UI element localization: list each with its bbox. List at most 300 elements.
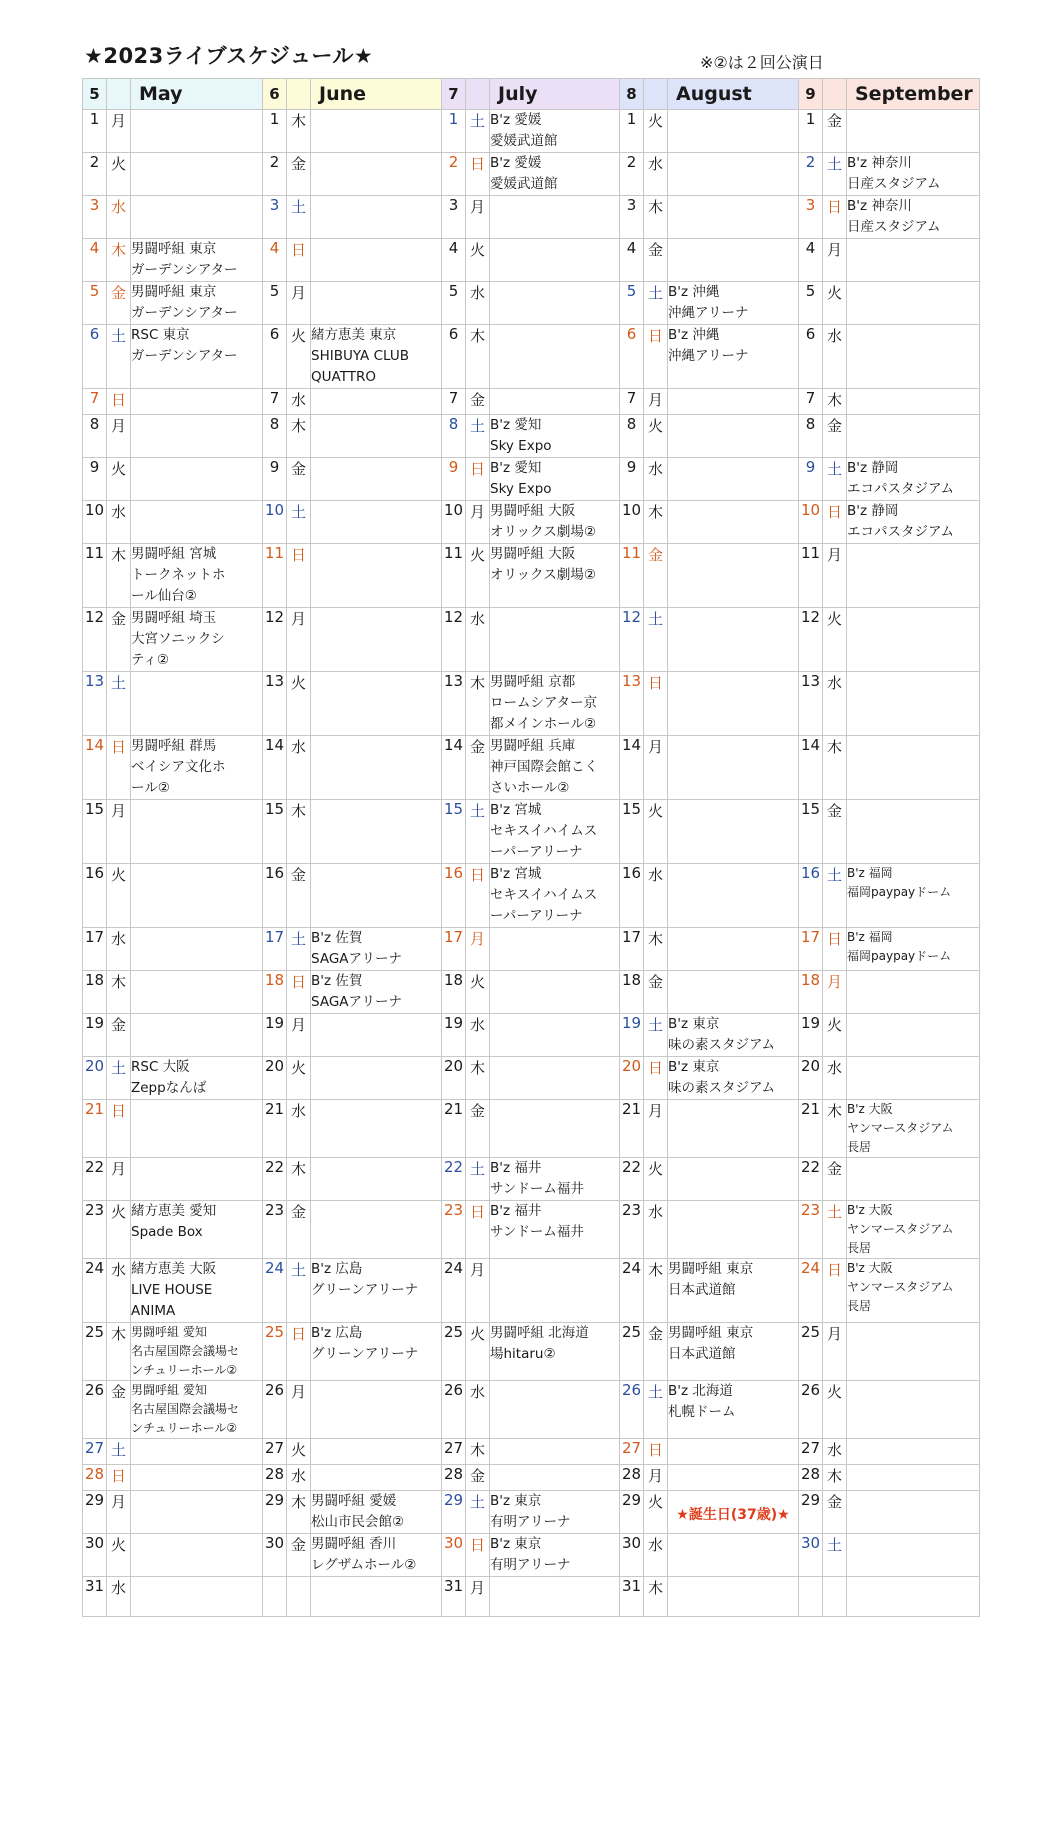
- event-line: RSC 大阪: [131, 1059, 190, 1075]
- day-number: 29: [620, 1491, 644, 1534]
- day-number: 27: [799, 1439, 823, 1465]
- event-cell: [131, 196, 263, 239]
- weekday: 土: [466, 800, 490, 864]
- day-number: 1: [83, 110, 107, 153]
- event-cell: [490, 1323, 620, 1381]
- event-line: B'z 福岡: [847, 866, 893, 880]
- weekday: 月: [644, 1100, 668, 1158]
- event-cell: [490, 282, 620, 325]
- weekday: 火: [823, 608, 847, 672]
- event-line: RSC 東京: [131, 327, 190, 343]
- event-line: サンドーム福井: [490, 1181, 584, 1197]
- weekday: 火: [466, 971, 490, 1014]
- event-cell: [847, 501, 980, 544]
- day-number: 7: [83, 389, 107, 415]
- event-line: 大宮ソニックシ: [131, 631, 225, 647]
- event-cell: [847, 415, 980, 458]
- event-cell: [668, 458, 799, 501]
- weekday: 金: [107, 608, 131, 672]
- event-line: 男闘呼組 大阪: [490, 546, 576, 562]
- event-line: 緒方恵美 東京: [311, 327, 397, 343]
- day-number: 19: [442, 1014, 466, 1057]
- event-cell: [847, 1259, 980, 1323]
- event-cell: [847, 1100, 980, 1158]
- month-number: 8: [620, 79, 644, 110]
- event-cell: [311, 458, 442, 501]
- event-line: オリックス劇場②: [490, 524, 596, 540]
- day-number: 15: [442, 800, 466, 864]
- day-number: 13: [799, 672, 823, 736]
- event-line: 男闘呼組 東京: [668, 1325, 754, 1341]
- event-cell: [668, 1381, 799, 1439]
- weekday: 日: [644, 672, 668, 736]
- event-cell: [311, 736, 442, 800]
- weekday: 火: [287, 325, 311, 389]
- weekday: 金: [823, 415, 847, 458]
- event-line: B'z 沖縄: [668, 327, 720, 343]
- event-cell: [847, 1439, 980, 1465]
- day-row: [83, 1465, 980, 1491]
- event-line: 有明アリーナ: [490, 1557, 571, 1573]
- event-cell: [847, 1577, 980, 1617]
- weekday: 火: [107, 458, 131, 501]
- event-cell: [490, 501, 620, 544]
- weekday: 日: [287, 544, 311, 608]
- day-number: 4: [799, 239, 823, 282]
- event-line: 名古屋国際会議場セ: [131, 1402, 240, 1416]
- day-row: [83, 800, 980, 864]
- event-cell: [311, 325, 442, 389]
- event-cell: [311, 608, 442, 672]
- event-line: B'z 佐賀: [311, 930, 363, 946]
- day-number: 9: [263, 458, 287, 501]
- day-number: 21: [263, 1100, 287, 1158]
- day-number: 3: [442, 196, 466, 239]
- weekday: 月: [107, 1158, 131, 1201]
- day-number: 18: [263, 971, 287, 1014]
- day-number: 22: [799, 1158, 823, 1201]
- day-number: 1: [620, 110, 644, 153]
- month-spacer: [644, 79, 668, 110]
- day-number: 14: [799, 736, 823, 800]
- day-number: 15: [83, 800, 107, 864]
- event-cell: [668, 415, 799, 458]
- weekday: 木: [823, 389, 847, 415]
- event-cell: [131, 1465, 263, 1491]
- weekday: 火: [823, 1381, 847, 1439]
- weekday: 火: [644, 415, 668, 458]
- day-number: 16: [83, 864, 107, 928]
- event-cell: [311, 1158, 442, 1201]
- day-number: 29: [799, 1491, 823, 1534]
- event-cell: [311, 282, 442, 325]
- event-line: 男闘呼組 愛知: [131, 1325, 207, 1339]
- event-cell: [668, 1014, 799, 1057]
- day-number: 15: [620, 800, 644, 864]
- day-number: 6: [620, 325, 644, 389]
- weekday: 木: [287, 1491, 311, 1534]
- event-line: B'z 東京: [668, 1016, 720, 1032]
- day-number: 1: [442, 110, 466, 153]
- event-cell: [311, 1577, 442, 1617]
- weekday: 水: [644, 1201, 668, 1259]
- day-number: 10: [620, 501, 644, 544]
- day-number: 13: [83, 672, 107, 736]
- event-cell: [847, 239, 980, 282]
- event-line: 男闘呼組 東京: [131, 241, 217, 257]
- weekday: 土: [823, 1534, 847, 1577]
- event-cell: [847, 1201, 980, 1259]
- day-number: 2: [620, 153, 644, 196]
- event-line: 日本武道館: [668, 1346, 736, 1362]
- event-cell: [668, 196, 799, 239]
- event-cell: [311, 1381, 442, 1439]
- day-number: 11: [620, 544, 644, 608]
- event-cell: [131, 239, 263, 282]
- event-line: 沖縄アリーナ: [668, 348, 749, 364]
- event-cell: [311, 1465, 442, 1491]
- event-cell: [490, 196, 620, 239]
- day-number: 11: [83, 544, 107, 608]
- weekday: 日: [466, 153, 490, 196]
- event-cell: [490, 389, 620, 415]
- event-line: 愛媛武道館: [490, 176, 558, 192]
- event-cell: [311, 544, 442, 608]
- day-number: 17: [263, 928, 287, 971]
- weekday: 金: [107, 1014, 131, 1057]
- event-line: 日本武道館: [668, 1282, 736, 1298]
- event-line: ヤンマースタジアム: [847, 1222, 954, 1236]
- weekday: 月: [107, 110, 131, 153]
- event-cell: [490, 1577, 620, 1617]
- day-number: 5: [442, 282, 466, 325]
- weekday: 月: [466, 501, 490, 544]
- event-line: 札幌ドーム: [668, 1404, 736, 1420]
- event-cell: [847, 1534, 980, 1577]
- weekday: 火: [466, 544, 490, 608]
- event-cell: [847, 736, 980, 800]
- event-line: B'z 福岡: [847, 930, 893, 944]
- event-cell: [131, 1014, 263, 1057]
- event-cell: [311, 501, 442, 544]
- day-row: [83, 1158, 980, 1201]
- weekday: 土: [107, 325, 131, 389]
- event-line: エコパスタジアム: [847, 524, 955, 540]
- day-number: 6: [83, 325, 107, 389]
- event-cell: [490, 1439, 620, 1465]
- event-cell: [847, 196, 980, 239]
- weekday: 日: [287, 1323, 311, 1381]
- event-cell: [847, 1381, 980, 1439]
- day-number: 13: [442, 672, 466, 736]
- event-line: ガーデンシアター: [131, 262, 238, 278]
- weekday: 金: [466, 1465, 490, 1491]
- event-line: SHIBUYA CLUB: [311, 348, 409, 364]
- weekday: 金: [644, 971, 668, 1014]
- weekday: 水: [466, 1381, 490, 1439]
- weekday: 月: [107, 1491, 131, 1534]
- day-row: [83, 458, 980, 501]
- day-number: 12: [620, 608, 644, 672]
- day-number: 8: [620, 415, 644, 458]
- weekday: 火: [107, 1201, 131, 1259]
- day-number: 28: [83, 1465, 107, 1491]
- weekday: 月: [466, 196, 490, 239]
- day-number: 11: [799, 544, 823, 608]
- event-line: B'z 大阪: [847, 1102, 893, 1116]
- weekday: 月: [823, 239, 847, 282]
- day-number: 22: [620, 1158, 644, 1201]
- day-number: 29: [263, 1491, 287, 1534]
- weekday: 火: [466, 239, 490, 282]
- day-number: 23: [263, 1201, 287, 1259]
- day-number: 2: [83, 153, 107, 196]
- day-number: 17: [442, 928, 466, 971]
- day-number: 19: [83, 1014, 107, 1057]
- event-cell: [490, 1259, 620, 1323]
- day-number: 28: [263, 1465, 287, 1491]
- day-number: 21: [442, 1100, 466, 1158]
- event-cell: [131, 672, 263, 736]
- weekday: 水: [107, 1259, 131, 1323]
- day-number: 31: [83, 1577, 107, 1617]
- weekday: 水: [287, 389, 311, 415]
- weekday: 土: [287, 1259, 311, 1323]
- event-line: 名古屋国際会議場セ: [131, 1344, 240, 1358]
- day-number: 12: [799, 608, 823, 672]
- weekday: 日: [823, 928, 847, 971]
- day-number: 18: [442, 971, 466, 1014]
- event-cell: [668, 608, 799, 672]
- event-line: B'z 東京: [668, 1059, 720, 1075]
- event-cell: [490, 544, 620, 608]
- weekday: 日: [466, 1201, 490, 1259]
- event-cell: [311, 110, 442, 153]
- day-number: 19: [799, 1014, 823, 1057]
- day-number: 3: [620, 196, 644, 239]
- event-cell: [490, 1491, 620, 1534]
- event-cell: [311, 1439, 442, 1465]
- event-line: B'z 東京: [490, 1536, 542, 1552]
- weekday: 水: [466, 1014, 490, 1057]
- weekday: 土: [287, 928, 311, 971]
- day-number: 9: [620, 458, 644, 501]
- weekday: 木: [107, 1323, 131, 1381]
- weekday: 水: [466, 282, 490, 325]
- weekday: 水: [466, 608, 490, 672]
- event-line: 長居: [847, 1140, 872, 1154]
- event-line: 日産スタジアム: [847, 176, 941, 192]
- event-line: トークネットホ: [131, 567, 226, 583]
- event-cell: [131, 1100, 263, 1158]
- event-cell: [668, 1259, 799, 1323]
- weekday: 金: [466, 389, 490, 415]
- weekday: 火: [466, 1323, 490, 1381]
- event-line: B'z 大阪: [847, 1203, 893, 1217]
- event-line: ーパーアリーナ: [490, 908, 583, 924]
- weekday: 火: [644, 1158, 668, 1201]
- event-line: B'z 神奈川: [847, 198, 912, 214]
- day-number: 26: [620, 1381, 644, 1439]
- day-number: 9: [799, 458, 823, 501]
- event-cell: [847, 1158, 980, 1201]
- page-title: ★2023ライブスケジュール★: [84, 44, 374, 68]
- event-cell: [668, 864, 799, 928]
- day-number: 25: [620, 1323, 644, 1381]
- event-cell: [131, 971, 263, 1014]
- day-number: 19: [263, 1014, 287, 1057]
- event-cell: [131, 1158, 263, 1201]
- day-row: [83, 1100, 980, 1158]
- event-line: レグザムホール②: [311, 1557, 417, 1573]
- weekday: 月: [287, 1381, 311, 1439]
- day-number: 13: [263, 672, 287, 736]
- event-cell: [131, 325, 263, 389]
- day-number: 24: [83, 1259, 107, 1323]
- weekday: 金: [107, 282, 131, 325]
- event-cell: [847, 864, 980, 928]
- event-line: B'z 愛媛: [490, 155, 542, 171]
- event-cell: [668, 1577, 799, 1617]
- day-row: [83, 672, 980, 736]
- event-cell: [847, 608, 980, 672]
- event-line: B'z 広島: [311, 1261, 363, 1277]
- event-cell: [847, 1014, 980, 1057]
- day-number: [799, 1577, 823, 1617]
- weekday: 土: [644, 1014, 668, 1057]
- day-number: 7: [442, 389, 466, 415]
- day-number: 8: [799, 415, 823, 458]
- event-cell: [490, 672, 620, 736]
- weekday: 水: [107, 501, 131, 544]
- day-number: 20: [799, 1057, 823, 1100]
- event-cell: [131, 864, 263, 928]
- weekday: 日: [287, 971, 311, 1014]
- weekday: 水: [644, 864, 668, 928]
- event-line: B'z 広島: [311, 1325, 363, 1341]
- weekday: 日: [823, 1259, 847, 1323]
- event-line: 都メインホール②: [490, 716, 597, 732]
- day-number: 2: [799, 153, 823, 196]
- day-number: 14: [263, 736, 287, 800]
- event-cell: [311, 239, 442, 282]
- day-row: [83, 1057, 980, 1100]
- event-cell: [131, 415, 263, 458]
- weekday: 木: [644, 501, 668, 544]
- weekday: 金: [107, 1381, 131, 1439]
- event-cell: [668, 1323, 799, 1381]
- weekday: 水: [107, 928, 131, 971]
- event-line: B'z 佐賀: [311, 973, 363, 989]
- event-cell: [131, 1491, 263, 1534]
- weekday: 木: [287, 415, 311, 458]
- event-cell: [311, 1100, 442, 1158]
- event-line: ベイシア文化ホ: [131, 759, 226, 775]
- day-number: 13: [620, 672, 644, 736]
- weekday: 木: [107, 544, 131, 608]
- weekday: 火: [107, 1534, 131, 1577]
- weekday: 水: [107, 1577, 131, 1617]
- event-line: B'z 宮城: [490, 866, 542, 882]
- day-number: 1: [263, 110, 287, 153]
- weekday: 土: [644, 608, 668, 672]
- event-cell: [668, 1534, 799, 1577]
- event-line: LIVE HOUSE: [131, 1282, 213, 1298]
- event-cell: [131, 501, 263, 544]
- event-line: 有明アリーナ: [490, 1514, 571, 1530]
- day-number: 25: [799, 1323, 823, 1381]
- event-line: ガーデンシアター: [131, 348, 238, 364]
- day-number: 17: [799, 928, 823, 971]
- day-number: 17: [620, 928, 644, 971]
- weekday: 火: [823, 282, 847, 325]
- weekday: [287, 1577, 311, 1617]
- event-line: ンチュリーホール②: [131, 1421, 238, 1435]
- event-cell: [847, 928, 980, 971]
- event-cell: [668, 1465, 799, 1491]
- weekday: 金: [287, 1201, 311, 1259]
- weekday: 水: [823, 1057, 847, 1100]
- event-line: 男闘呼組 宮城: [131, 546, 217, 562]
- weekday: 木: [644, 196, 668, 239]
- event-line: ロームシアター京: [490, 695, 598, 711]
- weekday: 土: [823, 458, 847, 501]
- event-cell: [311, 864, 442, 928]
- event-line: 味の素スタジアム: [668, 1037, 776, 1053]
- event-line: SAGAアリーナ: [311, 951, 402, 967]
- weekday: 月: [287, 608, 311, 672]
- schedule-table: [82, 78, 980, 1617]
- weekday: 火: [823, 1014, 847, 1057]
- event-line: B'z 福井: [490, 1160, 542, 1176]
- weekday: 木: [823, 736, 847, 800]
- event-cell: [490, 1465, 620, 1491]
- weekday: 日: [466, 864, 490, 928]
- event-cell: [490, 1381, 620, 1439]
- event-cell: [668, 1158, 799, 1201]
- event-cell: [847, 153, 980, 196]
- weekday: 土: [287, 501, 311, 544]
- day-number: 3: [263, 196, 287, 239]
- day-number: 10: [442, 501, 466, 544]
- event-cell: [490, 736, 620, 800]
- day-row: [83, 389, 980, 415]
- event-line: サンドーム福井: [490, 1224, 584, 1240]
- day-number: 11: [442, 544, 466, 608]
- day-number: 24: [263, 1259, 287, 1323]
- event-line: さいホール②: [490, 780, 570, 796]
- weekday: 火: [644, 110, 668, 153]
- weekday: 金: [644, 1323, 668, 1381]
- weekday: 月: [644, 1465, 668, 1491]
- day-number: 6: [799, 325, 823, 389]
- day-row: [83, 1323, 980, 1381]
- event-line: ーパーアリーナ: [490, 844, 583, 860]
- event-line: 男闘呼組 北海道: [490, 1325, 589, 1341]
- event-cell: [847, 1465, 980, 1491]
- month-spacer: [823, 79, 847, 110]
- weekday: 月: [466, 928, 490, 971]
- day-number: 16: [263, 864, 287, 928]
- day-number: 15: [799, 800, 823, 864]
- event-cell: [311, 1259, 442, 1323]
- day-number: 29: [442, 1491, 466, 1534]
- day-number: 1: [799, 110, 823, 153]
- event-line: ール仙台②: [131, 588, 197, 604]
- weekday: 金: [644, 544, 668, 608]
- weekday: 土: [823, 153, 847, 196]
- weekday: 金: [287, 458, 311, 501]
